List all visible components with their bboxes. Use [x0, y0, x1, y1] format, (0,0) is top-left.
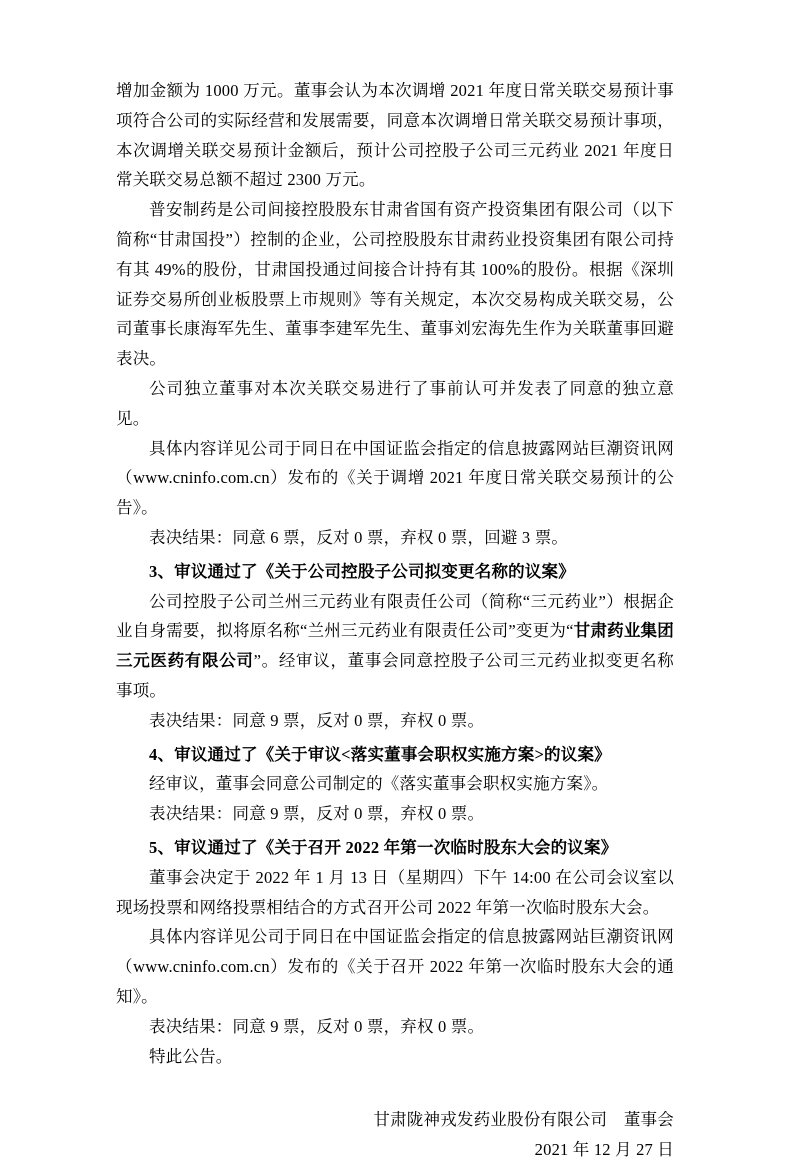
section-heading-3: 3、审议通过了《关于公司控股子公司拟变更名称的议案》 [149, 561, 575, 581]
vote-result-item-3: 表决结果：同意 9 票，反对 0 票，弃权 0 票。 [149, 710, 485, 730]
vote-result-item-2: 表决结果：同意 6 票，反对 0 票，弃权 0 票，回避 3 票。 [149, 527, 569, 547]
paragraph-shareholder-meeting-schedule: 董事会决定于 2022 年 1 月 13 日（星期四）下午 14:00 在公司会议室以现场投票和网络投票相结合的方式召开公司 2022 年第一次临时股东大会。 [116, 867, 674, 917]
paragraph-puan-related-party-background: 普安制药是公司间接控股股东甘肃省国有资产投资集团有限公司（以下简称“甘肃国投”）控制的企业，公司控股股东甘肃药业投资集团有限公司持有其 49%的股份，甘肃国投通过间接合计持有其 100%的股份。根据《深圳证券交易所创业板股票上市规则》等有关规定，本次交易构成关联交易，公司董事长康海军先生、董事李建军先生、董事刘宏海先生作为关联董事回避表决。 [116, 200, 674, 369]
signature-company: 甘肃陇神戎发药业股份有限公司 董事会 [373, 1110, 674, 1130]
signature-block [116, 1105, 674, 1165]
announcement-document [116, 76, 674, 1165]
rename-new-name-bold: 甘肃药业集团三元医药有限公司 [116, 621, 674, 671]
signature-date: 2021 年 12 月 27 日 [534, 1140, 674, 1160]
paragraph-disclosure-reference-2: 具体内容详见公司于同日在中国证监会指定的信息披露网站巨潮资讯网（www.cninfo.com.cn）发布的《关于召开 2022 年第一次临时股东大会的通知》。 [116, 927, 674, 1006]
paragraph-board-powers-plan: 经审议，董事会同意公司制定的《落实董事会职权实施方案》。 [149, 774, 609, 794]
paragraph-closing-statement: 特此公告。 [149, 1046, 233, 1066]
rename-text-pre: 公司控股子公司兰州三元药业有限责任公司（简称“三元药业”）根据企业自身需要，拟将原名称“兰州三元药业有限责任公司”变更为“ [116, 591, 675, 641]
paragraph-disclosure-reference-1: 具体内容详见公司于同日在中国证监会指定的信息披露网站巨潮资讯网（www.cninfo.com.cn）发布的《关于调增 2021 年度日常关联交易预计的公告》。 [116, 438, 674, 518]
paragraph-independent-directors-opinion: 公司独立董事对本次关联交易进行了事前认可并发表了同意的独立意见。 [116, 378, 674, 428]
paragraph-adjustment-summary: 增加金额为 1000 万元。董事会认为本次调增 2021 年度日常关联交易预计事项符合公司的实际经营和发展需要，同意本次调增日常关联交易预计事项，本次调增关联交易预计金额后，预计公司控股子公司三元药业 2021 年度日常关联交易总额不超过 2300 万元。 [116, 81, 674, 190]
section-heading-4: 4、审议通过了《关于审议<落实董事会职权实施方案>的议案》 [149, 744, 611, 764]
section-heading-5: 5、审议通过了《关于召开 2022 年第一次临时股东大会的议案》 [149, 837, 618, 857]
paragraph-subsidiary-rename [116, 587, 674, 706]
vote-result-item-5: 表决结果：同意 9 票，反对 0 票，弃权 0 票。 [149, 1016, 485, 1036]
rename-text-post: ”。经审议，董事会同意控股子公司三元药业拟变更名称事项。 [116, 651, 674, 700]
vote-result-item-4: 表决结果：同意 9 票，反对 0 票，弃权 0 票。 [149, 804, 485, 824]
